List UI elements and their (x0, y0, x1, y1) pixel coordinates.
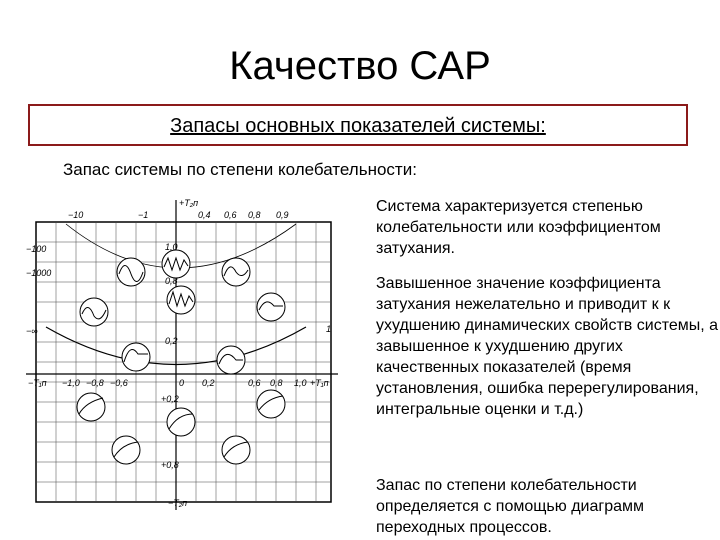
left-label-2: −1000 (26, 268, 52, 278)
x-tick-7: 1,0 (294, 378, 307, 388)
x-tick-5: 0,6 (248, 378, 261, 388)
paragraph-2: Завышенное значение коэффициента затухания нежелательно и приводит к к ухудшению динамических свойств системы, а завышенное к ухудшению других качественных показателей (время установления, ошибка перерегулирования, интегральные оценки и т.д.) (376, 275, 719, 418)
top-label-7: 0,9 (276, 210, 289, 220)
axis-bottom-label: −T₂п (168, 498, 188, 508)
top-label-2: −1 (138, 210, 149, 220)
y-tick-2: 0,8 (165, 276, 178, 286)
paragraph-3: Запас по степени колебательности определяется с помощью диаграмм переходных процессов. (376, 477, 644, 536)
subtitle-box (28, 104, 688, 146)
top-label-6: 0,8 (248, 210, 261, 220)
origin-label: 0 (179, 378, 185, 388)
top-label-4: 0,4 (198, 210, 211, 220)
top-label-3: +T₂п (179, 198, 199, 208)
x-tick-6: 0,8 (270, 378, 283, 388)
x-tick-2: −0,8 (86, 378, 104, 388)
right-label: 1 (326, 324, 332, 334)
x-tick-4: 0,2 (202, 378, 215, 388)
y-tick-1: 1,0 (165, 242, 178, 252)
left-label-3: −∞ (26, 326, 38, 336)
x-tick-1: −1,0 (62, 378, 80, 388)
y-tick-3: 0,2 (165, 336, 178, 346)
axis-left-label: −T₁п (28, 378, 47, 388)
section-heading: Запас системы по степени колебательности: (63, 160, 417, 179)
axis-right-label: +T₁п (310, 378, 329, 388)
x-tick-3: −0,6 (110, 378, 128, 388)
left-label-1: −100 (26, 244, 47, 254)
transient-process-diagram (26, 192, 346, 522)
top-label-5: 0,6 (224, 210, 237, 220)
subtitle: Запасы основных показателей системы: (170, 115, 546, 137)
diagram-axes (26, 200, 338, 510)
y-tick-4: +0,2 (161, 394, 179, 404)
paragraph-1: Система характеризуется степенью колебательности или коэффициентом затухания. (376, 198, 661, 257)
top-label-1: −10 (68, 210, 84, 220)
slide-title: Качество САР (229, 44, 491, 88)
y-tick-5: +0,8 (161, 460, 179, 470)
